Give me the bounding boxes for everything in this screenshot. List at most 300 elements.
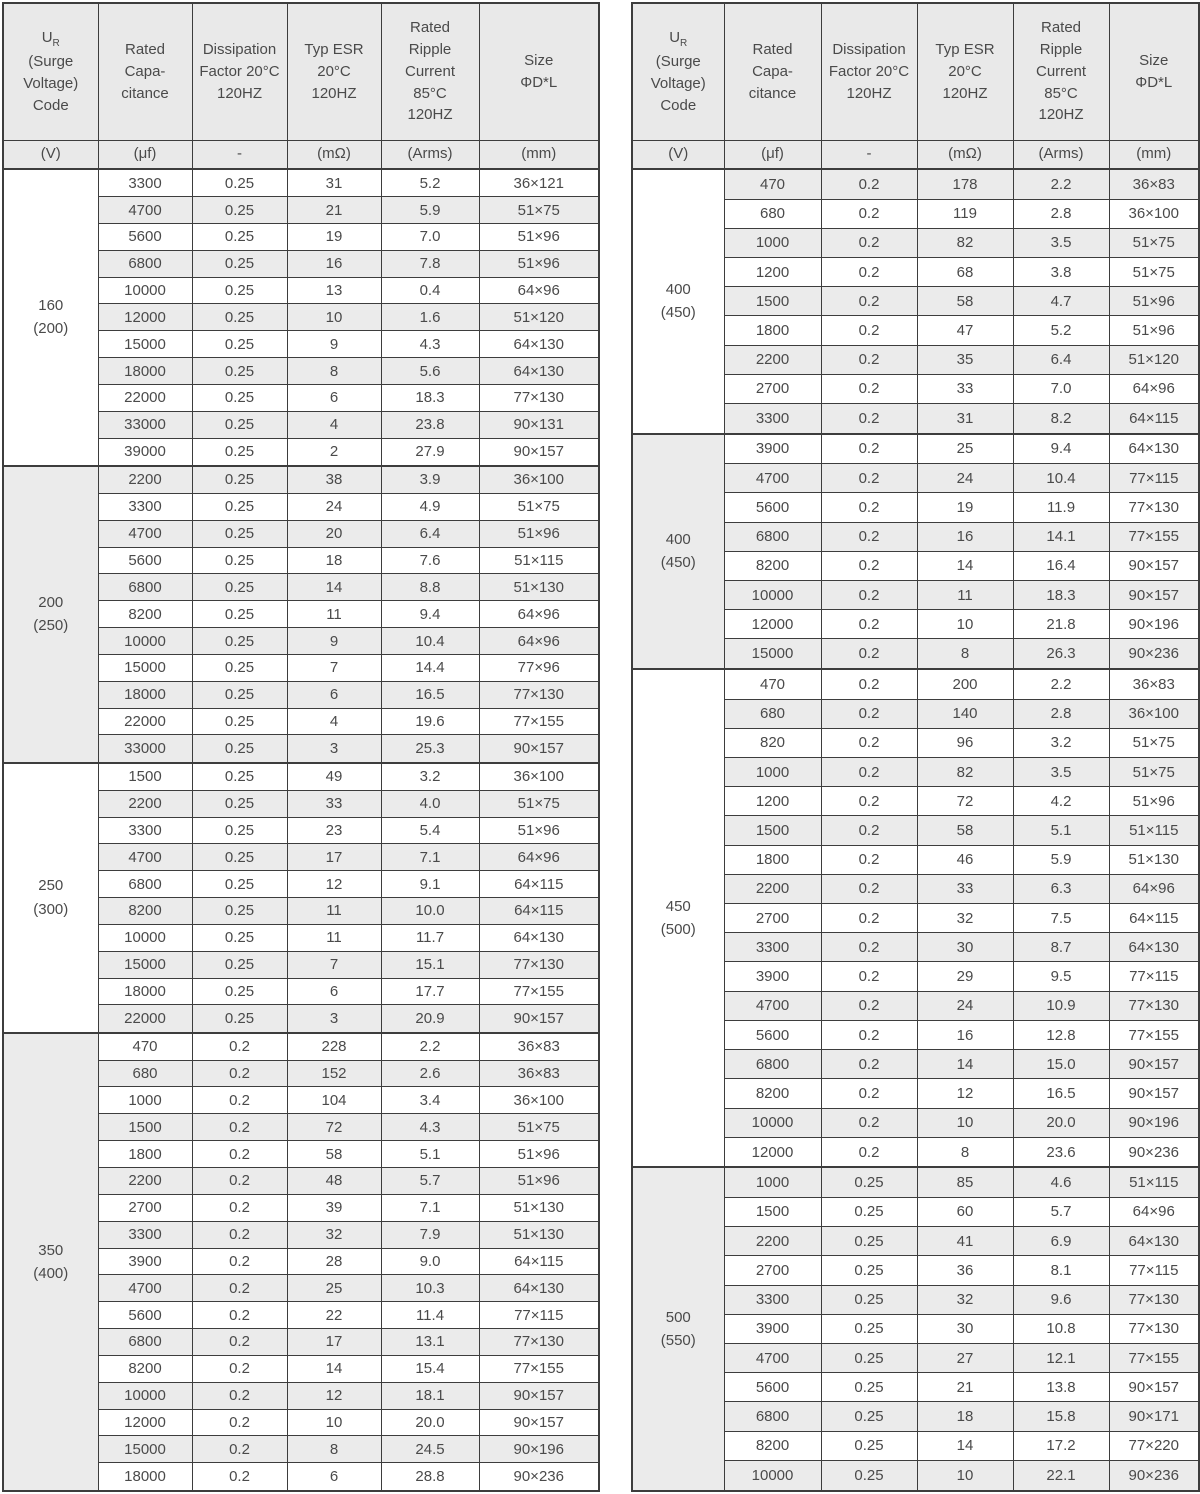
- table-cell: 10: [917, 1108, 1013, 1137]
- table-cell: 6800: [98, 574, 192, 601]
- table-cell: 0.25: [192, 871, 287, 898]
- table-cell: 90×171: [1109, 1402, 1199, 1431]
- table-cell: 36×83: [1109, 169, 1199, 199]
- table-cell: 5.9: [381, 197, 479, 224]
- table-cell: 51×96: [479, 817, 599, 844]
- table-cell: 680: [724, 699, 821, 728]
- table-cell: 0.25: [192, 601, 287, 628]
- column-header-line: Size: [524, 52, 554, 69]
- spec-table-left-wrap: [2, 2, 598, 1492]
- table-cell: 1000: [724, 228, 821, 257]
- table-cell: 0.25: [192, 681, 287, 708]
- table-cell: 24: [287, 493, 381, 520]
- table-cell: 228: [287, 1033, 381, 1061]
- column-unit-voltage-code: (V): [3, 140, 98, 169]
- table-cell: 0.25: [192, 790, 287, 817]
- table-cell: 0.2: [821, 345, 917, 374]
- table-cell: 35: [917, 345, 1013, 374]
- table-cell: 15000: [724, 639, 821, 669]
- column-header-size: [479, 3, 599, 140]
- table-cell: 2200: [724, 1227, 821, 1256]
- table-row: [3, 169, 599, 197]
- table-cell: 0.2: [821, 316, 917, 345]
- table-cell: 0.2: [821, 757, 917, 786]
- table-cell: 5.4: [381, 817, 479, 844]
- table-cell: 96: [917, 728, 1013, 757]
- table-cell: 29: [917, 962, 1013, 991]
- table-cell: 36×100: [1109, 699, 1199, 728]
- table-cell: 0.2: [821, 962, 917, 991]
- table-cell: 6800: [724, 1402, 821, 1431]
- table-cell: 64×115: [479, 871, 599, 898]
- table-cell: 15.0: [1013, 1050, 1109, 1079]
- table-cell: 64×96: [1109, 1197, 1199, 1226]
- surge-voltage: (500): [660, 921, 696, 939]
- table-cell: 0.2: [821, 610, 917, 639]
- table-cell: 13.1: [381, 1329, 479, 1356]
- table-cell: 5600: [724, 1020, 821, 1049]
- table-cell: 2200: [98, 466, 192, 494]
- table-cell: 3.2: [1013, 728, 1109, 757]
- surge-voltage: (450): [660, 554, 696, 572]
- table-cell: 0.25: [821, 1256, 917, 1285]
- table-cell: 77×155: [1109, 1020, 1199, 1049]
- table-cell: 2200: [724, 874, 821, 903]
- voltage-code: 250: [38, 877, 64, 895]
- table-cell: 51×96: [1109, 287, 1199, 316]
- table-cell: 4700: [98, 520, 192, 547]
- table-row: [632, 434, 1199, 464]
- table-cell: 90×157: [1109, 1050, 1199, 1079]
- table-cell: 7: [287, 654, 381, 681]
- table-cell: 46: [917, 845, 1013, 874]
- table-cell: 8: [917, 639, 1013, 669]
- table-cell: 77×130: [1109, 991, 1199, 1020]
- surge-voltage: (300): [33, 900, 69, 918]
- table-cell: 23.6: [1013, 1137, 1109, 1167]
- table-cell: 77×115: [1109, 1256, 1199, 1285]
- table-cell: 90×157: [479, 1409, 599, 1436]
- table-cell: 51×120: [479, 304, 599, 331]
- table-cell: 820: [724, 728, 821, 757]
- table-cell: 28.8: [381, 1463, 479, 1491]
- table-cell: 0.2: [821, 699, 917, 728]
- voltage-code: 450: [665, 897, 691, 915]
- table-cell: 60: [917, 1197, 1013, 1226]
- table-cell: 1000: [724, 1167, 821, 1197]
- surge-voltage: (400): [33, 1264, 69, 1282]
- table-cell: 0.25: [192, 277, 287, 304]
- table-cell: 2: [287, 438, 381, 466]
- table-cell: 15.1: [381, 951, 479, 978]
- table-cell: 38: [287, 466, 381, 494]
- voltage-code: 160: [38, 297, 64, 315]
- column-header-line: (Surge: [28, 53, 74, 71]
- table-cell: 77×220: [1109, 1431, 1199, 1460]
- table-cell: 5.7: [1013, 1197, 1109, 1226]
- table-cell: 10000: [724, 1108, 821, 1137]
- table-cell: 8: [917, 1137, 1013, 1167]
- table-cell: 0.2: [192, 1275, 287, 1302]
- table-cell: 9.5: [1013, 962, 1109, 991]
- table-cell: 64×115: [1109, 904, 1199, 933]
- table-cell: 0.25: [821, 1167, 917, 1197]
- table-cell: 10.4: [1013, 464, 1109, 493]
- table-cell: 21: [917, 1373, 1013, 1402]
- table-cell: 77×155: [1109, 522, 1199, 551]
- table-cell: 0.25: [192, 654, 287, 681]
- table-cell: 21: [287, 197, 381, 224]
- spec-table-right-wrap: [631, 2, 1198, 1492]
- table-cell: 90×157: [479, 438, 599, 466]
- table-cell: 4: [287, 411, 381, 438]
- table-cell: 72: [287, 1114, 381, 1141]
- table-cell: 51×75: [479, 1114, 599, 1141]
- table-cell: 64×115: [479, 1248, 599, 1275]
- table-cell: 6.3: [1013, 874, 1109, 903]
- table-cell: 11.9: [1013, 493, 1109, 522]
- table-cell: 82: [917, 757, 1013, 786]
- table-cell: 1500: [98, 1114, 192, 1141]
- voltage-symbol: U: [669, 28, 681, 46]
- table-cell: 0.25: [192, 223, 287, 250]
- table-cell: 0.25: [192, 304, 287, 331]
- voltage-group-cell: [632, 669, 724, 1167]
- table-cell: 18000: [98, 358, 192, 385]
- table-cell: 3300: [724, 1285, 821, 1314]
- voltage-group-cell: [3, 1033, 98, 1492]
- table-cell: 4: [287, 708, 381, 735]
- table-cell: 6: [287, 1463, 381, 1491]
- table-cell: 6: [287, 978, 381, 1005]
- table-cell: 5.2: [1013, 316, 1109, 345]
- table-cell: 0.2: [192, 1060, 287, 1087]
- table-cell: 6.4: [381, 520, 479, 547]
- table-cell: 10.9: [1013, 991, 1109, 1020]
- table-cell: 2700: [724, 904, 821, 933]
- table-cell: 25: [917, 434, 1013, 464]
- table-cell: 32: [287, 1221, 381, 1248]
- table-cell: 0.2: [821, 904, 917, 933]
- table-cell: 25.3: [381, 735, 479, 763]
- table-cell: 6: [287, 385, 381, 412]
- table-cell: 14: [287, 1355, 381, 1382]
- table-cell: 14: [917, 1431, 1013, 1460]
- column-unit-rated-capacitance: (μf): [724, 140, 821, 169]
- capacitor-spec-table-right: [631, 2, 1200, 1492]
- table-cell: 36×83: [479, 1033, 599, 1061]
- table-cell: 10000: [98, 1382, 192, 1409]
- table-cell: 36×100: [479, 1087, 599, 1114]
- table-cell: 0.2: [821, 169, 917, 199]
- table-cell: 11: [917, 581, 1013, 610]
- table-cell: 64×96: [1109, 874, 1199, 903]
- table-cell: 7.0: [1013, 374, 1109, 403]
- column-header-line: 120HZ: [942, 84, 988, 102]
- table-cell: 0.2: [192, 1087, 287, 1114]
- table-cell: 41: [917, 1227, 1013, 1256]
- table-cell: 9.1: [381, 871, 479, 898]
- table-cell: 18.3: [1013, 581, 1109, 610]
- table-cell: 0.2: [821, 1020, 917, 1049]
- table-cell: 51×115: [479, 547, 599, 574]
- column-header-line: Rated: [409, 19, 451, 37]
- table-cell: 17.2: [1013, 1431, 1109, 1460]
- table-cell: 8: [287, 1436, 381, 1463]
- table-cell: 31: [287, 169, 381, 197]
- table-cell: 0.2: [821, 199, 917, 228]
- table-cell: 51×75: [1109, 728, 1199, 757]
- table-cell: 36: [917, 1256, 1013, 1285]
- table-cell: 0.2: [192, 1221, 287, 1248]
- table-cell: 7.1: [381, 844, 479, 871]
- table-cell: 0.25: [192, 169, 287, 197]
- voltage-code: 400: [665, 531, 691, 549]
- table-cell: 0.25: [192, 385, 287, 412]
- column-header-rated-ripple-current: [1013, 3, 1109, 140]
- table-cell: 0.2: [821, 639, 917, 669]
- table-cell: 12000: [724, 610, 821, 639]
- table-cell: 33000: [98, 735, 192, 763]
- table-cell: 20.0: [381, 1409, 479, 1436]
- table-cell: 14: [917, 1050, 1013, 1079]
- table-cell: 77×155: [1109, 1343, 1199, 1372]
- table-cell: 64×130: [479, 1275, 599, 1302]
- table-cell: 58: [917, 287, 1013, 316]
- table-cell: 18.3: [381, 385, 479, 412]
- table-cell: 10000: [724, 1460, 821, 1491]
- voltage-group-cell: [632, 434, 724, 669]
- table-cell: 0.2: [821, 581, 917, 610]
- table-cell: 1500: [724, 816, 821, 845]
- table-cell: 28: [287, 1248, 381, 1275]
- column-header-line: 85°C: [1044, 84, 1078, 102]
- column-header-voltage-code: [3, 3, 98, 140]
- table-cell: 18000: [98, 978, 192, 1005]
- table-cell: 5600: [98, 1302, 192, 1329]
- table-cell: 12: [287, 1382, 381, 1409]
- table-cell: 3.8: [1013, 257, 1109, 286]
- table-cell: 0.25: [192, 547, 287, 574]
- column-header-line: Capa-: [124, 62, 166, 80]
- table-cell: 16: [917, 1020, 1013, 1049]
- voltage-group-cell: [632, 1167, 724, 1491]
- table-cell: 0.2: [821, 228, 917, 257]
- table-cell: 0.25: [192, 817, 287, 844]
- table-cell: 51×75: [1109, 228, 1199, 257]
- table-cell: 11.4: [381, 1302, 479, 1329]
- table-cell: 4.0: [381, 790, 479, 817]
- table-cell: 0.2: [192, 1355, 287, 1382]
- table-cell: 2200: [98, 790, 192, 817]
- table-cell: 7.0: [381, 223, 479, 250]
- table-cell: 90×196: [479, 1436, 599, 1463]
- table-cell: 5600: [98, 223, 192, 250]
- table-cell: 0.2: [821, 374, 917, 403]
- table-cell: 24: [917, 464, 1013, 493]
- table-cell: 8200: [98, 601, 192, 628]
- table-cell: 19.6: [381, 708, 479, 735]
- column-header-rated-capacitance: [724, 3, 821, 140]
- table-cell: 17: [287, 1329, 381, 1356]
- table-cell: 2.2: [1013, 669, 1109, 699]
- table-cell: 5600: [98, 547, 192, 574]
- table-cell: 15.4: [381, 1355, 479, 1382]
- table-cell: 18.1: [381, 1382, 479, 1409]
- table-cell: 64×130: [479, 331, 599, 358]
- column-header-line: Code: [660, 96, 697, 114]
- table-cell: 9.4: [1013, 434, 1109, 464]
- table-cell: 0.2: [821, 1050, 917, 1079]
- table-cell: 36×100: [479, 466, 599, 494]
- table-cell: 6800: [724, 1050, 821, 1079]
- column-unit-typ-esr: (mΩ): [917, 140, 1013, 169]
- column-header-rated-ripple-current: [381, 3, 479, 140]
- table-cell: 51×120: [1109, 345, 1199, 374]
- table-cell: 0.2: [192, 1436, 287, 1463]
- table-cell: 13.8: [1013, 1373, 1109, 1402]
- column-header-line: citance: [748, 84, 797, 102]
- voltage-group-cell: [3, 763, 98, 1033]
- column-header-line: Voltage): [650, 75, 706, 93]
- column-header-line: Capa-: [752, 62, 793, 80]
- table-cell: 6800: [98, 1329, 192, 1356]
- table-cell: 8200: [724, 1431, 821, 1460]
- column-header-line: Ripple: [408, 41, 452, 59]
- table-cell: 0.25: [192, 735, 287, 763]
- table-cell: 1800: [98, 1141, 192, 1168]
- table-cell: 64×96: [479, 277, 599, 304]
- table-cell: 90×196: [1109, 610, 1199, 639]
- column-header-line: Factor 20°C: [199, 62, 280, 80]
- table-cell: 17.7: [381, 978, 479, 1005]
- table-cell: 51×75: [479, 493, 599, 520]
- table-cell: 5600: [724, 493, 821, 522]
- column-header-line: Current: [404, 62, 456, 80]
- table-cell: 1800: [724, 316, 821, 345]
- table-cell: 4700: [98, 844, 192, 871]
- table-cell: 24.5: [381, 1436, 479, 1463]
- table-cell: 90×157: [479, 1382, 599, 1409]
- table-cell: 9: [287, 331, 381, 358]
- column-header-typ-esr: [287, 3, 381, 140]
- table-cell: 6800: [98, 871, 192, 898]
- table-cell: 10.0: [381, 898, 479, 925]
- table-cell: 8200: [724, 551, 821, 580]
- table-cell: 64×96: [1109, 374, 1199, 403]
- table-cell: 0.2: [192, 1302, 287, 1329]
- column-header-line: Rated: [752, 41, 793, 59]
- table-cell: 77×130: [1109, 1314, 1199, 1343]
- column-header-typ-esr: [917, 3, 1013, 140]
- table-cell: 8200: [98, 898, 192, 925]
- table-cell: 2.6: [381, 1060, 479, 1087]
- table-cell: 17: [287, 844, 381, 871]
- table-cell: 20: [287, 520, 381, 547]
- table-cell: 32: [917, 904, 1013, 933]
- table-cell: 4.6: [1013, 1167, 1109, 1197]
- table-cell: 0.25: [821, 1227, 917, 1256]
- table-cell: 51×130: [479, 1194, 599, 1221]
- table-cell: 5.6: [381, 358, 479, 385]
- table-cell: 58: [917, 816, 1013, 845]
- table-cell: 8: [287, 358, 381, 385]
- table-cell: 7.1: [381, 1194, 479, 1221]
- table-cell: 22: [287, 1302, 381, 1329]
- table-cell: 0.2: [821, 493, 917, 522]
- table-cell: 68: [917, 257, 1013, 286]
- table-cell: 5.7: [381, 1167, 479, 1194]
- table-cell: 0.25: [192, 844, 287, 871]
- table-cell: 16: [287, 250, 381, 277]
- table-cell: 51×130: [479, 574, 599, 601]
- table-cell: 1.6: [381, 304, 479, 331]
- table-cell: 2700: [724, 374, 821, 403]
- table-cell: 16.4: [1013, 551, 1109, 580]
- table-cell: 15000: [98, 1436, 192, 1463]
- table-cell: 64×96: [479, 628, 599, 655]
- table-cell: 1800: [724, 845, 821, 874]
- table-cell: 22000: [98, 708, 192, 735]
- voltage-code: 200: [38, 593, 64, 611]
- table-cell: 36×121: [479, 169, 599, 197]
- table-cell: 33: [917, 374, 1013, 403]
- table-cell: 10: [917, 1460, 1013, 1491]
- table-cell: 4700: [724, 464, 821, 493]
- table-cell: 25: [287, 1275, 381, 1302]
- table-cell: 13: [287, 277, 381, 304]
- table-cell: 64×115: [1109, 404, 1199, 434]
- table-cell: 90×157: [1109, 1079, 1199, 1108]
- table-cell: 19: [287, 223, 381, 250]
- table-cell: 200: [917, 669, 1013, 699]
- table-cell: 77×130: [479, 1329, 599, 1356]
- table-cell: 0.2: [821, 816, 917, 845]
- surge-voltage: (550): [660, 1332, 696, 1350]
- table-cell: 0.25: [821, 1460, 917, 1491]
- table-cell: 26.3: [1013, 639, 1109, 669]
- table-cell: 36×100: [479, 763, 599, 791]
- table-cell: 1500: [724, 287, 821, 316]
- table-cell: 2200: [98, 1167, 192, 1194]
- table-cell: 0.25: [192, 1005, 287, 1033]
- voltage-code: 500: [665, 1308, 691, 1326]
- column-header-line: Rated: [1040, 19, 1082, 37]
- table-cell: 77×155: [479, 708, 599, 735]
- table-cell: 4.2: [1013, 787, 1109, 816]
- surge-voltage: (450): [660, 304, 696, 322]
- table-cell: 4700: [98, 1275, 192, 1302]
- table-cell: 64×96: [479, 601, 599, 628]
- table-cell: 10: [287, 304, 381, 331]
- table-cell: 10000: [724, 581, 821, 610]
- table-cell: 6.9: [1013, 1227, 1109, 1256]
- table-cell: 12.8: [1013, 1020, 1109, 1049]
- table-cell: 0.2: [821, 522, 917, 551]
- table-cell: 51×96: [1109, 316, 1199, 345]
- table-cell: 58: [287, 1141, 381, 1168]
- table-cell: 15000: [98, 331, 192, 358]
- table-cell: 0.25: [192, 466, 287, 494]
- table-cell: 77×130: [1109, 493, 1199, 522]
- voltage-group-cell: [3, 466, 98, 763]
- surge-voltage: (250): [33, 617, 69, 635]
- column-header-line: Typ ESR: [304, 41, 364, 59]
- table-cell: 0.25: [192, 628, 287, 655]
- voltage-group-cell: [3, 169, 98, 466]
- table-cell: 77×130: [1109, 1285, 1199, 1314]
- table-cell: 9: [287, 628, 381, 655]
